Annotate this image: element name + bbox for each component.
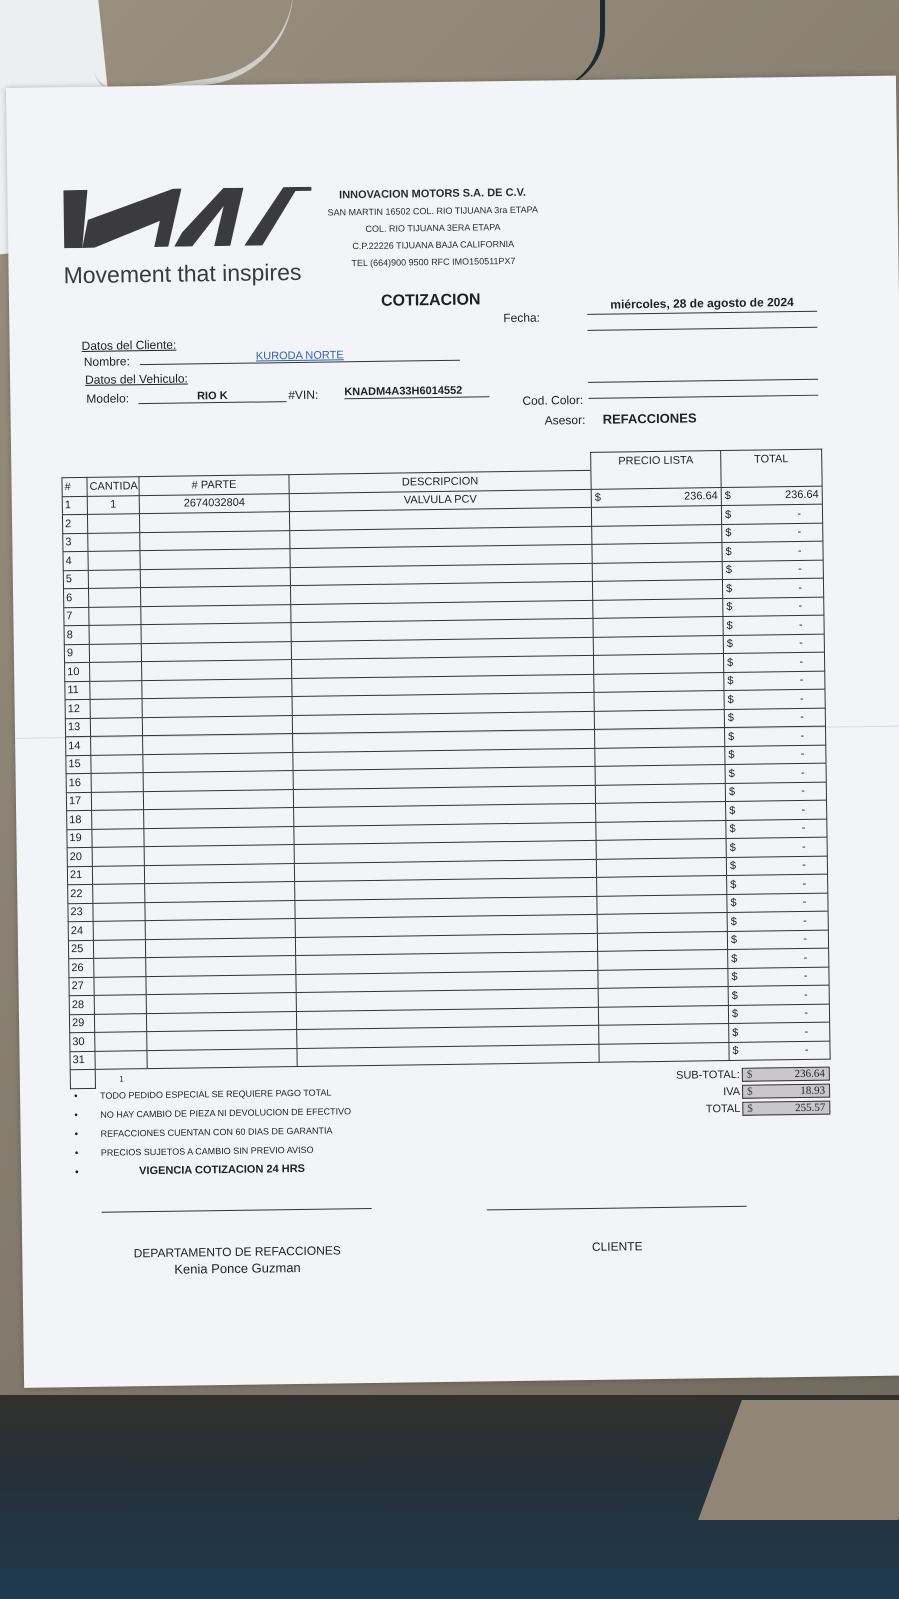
row-total-value: - bbox=[799, 655, 804, 668]
row-total-value: - bbox=[801, 785, 805, 798]
row-parte bbox=[146, 956, 296, 977]
row-total bbox=[727, 893, 828, 913]
currency-symbol: $ bbox=[725, 545, 732, 558]
currency-symbol: $ bbox=[728, 730, 735, 743]
row-cantidad bbox=[92, 828, 144, 847]
row-cantidad bbox=[91, 773, 143, 792]
row-number: 7 bbox=[64, 607, 89, 626]
row-parte bbox=[145, 919, 295, 940]
currency-symbol: $ bbox=[724, 490, 731, 503]
color-line-top bbox=[588, 379, 818, 383]
asesor-value: REFACCIONES bbox=[602, 410, 697, 427]
currency-symbol: $ bbox=[725, 527, 732, 540]
row-parte bbox=[142, 678, 292, 699]
row-number: 5 bbox=[63, 570, 88, 589]
dept-person: Kenia Ponce Guzman bbox=[174, 1260, 301, 1277]
row-number: 18 bbox=[67, 810, 92, 829]
row-precio bbox=[593, 598, 723, 618]
nombre-label: Nombre: bbox=[83, 354, 130, 369]
currency-symbol: $ bbox=[731, 989, 738, 1002]
row-total-value: - bbox=[803, 970, 808, 983]
row-total bbox=[723, 597, 824, 617]
row-total bbox=[726, 819, 827, 839]
row-number: 2 bbox=[62, 514, 87, 533]
row-precio bbox=[592, 543, 722, 563]
fecha-value: miércoles, 28 de agosto de 2024 bbox=[587, 295, 817, 315]
row-parte bbox=[140, 567, 290, 588]
row-precio bbox=[598, 1005, 728, 1025]
row-number: 28 bbox=[69, 995, 94, 1014]
row-number: 6 bbox=[63, 588, 88, 607]
currency-symbol: $ bbox=[727, 712, 735, 725]
row-parte bbox=[145, 882, 295, 903]
row-precio bbox=[597, 913, 727, 933]
row-total bbox=[721, 504, 822, 524]
row-precio bbox=[599, 1024, 729, 1044]
row-precio bbox=[597, 894, 727, 914]
quote-paper bbox=[6, 76, 899, 1388]
row-total bbox=[727, 930, 828, 950]
client-section-label: Datos del Cliente: bbox=[81, 337, 177, 353]
row-cantidad bbox=[89, 625, 141, 644]
row-cantidad bbox=[88, 569, 140, 588]
document-title: COTIZACION bbox=[380, 291, 481, 310]
signature-client: CLIENTE bbox=[591, 1239, 643, 1254]
row-parte bbox=[140, 530, 290, 551]
row-total bbox=[723, 634, 824, 654]
company-address-1: SAN MARTIN 16502 COL. RIO TIJUANA 3ra ETAPA bbox=[327, 204, 539, 218]
currency-symbol: $ bbox=[732, 1045, 739, 1058]
row-total bbox=[722, 523, 823, 543]
row-total-value: - bbox=[797, 507, 802, 520]
row-cantidad bbox=[94, 1013, 146, 1032]
row-precio bbox=[593, 654, 723, 674]
row-number: 8 bbox=[64, 625, 89, 644]
row-number: 14 bbox=[66, 736, 91, 755]
row-total-value: - bbox=[802, 896, 807, 909]
row-precio bbox=[598, 987, 728, 1007]
row-number: 22 bbox=[68, 884, 93, 903]
row-cantidad bbox=[94, 995, 146, 1014]
footer-empty-cell bbox=[70, 1069, 95, 1088]
row-parte bbox=[144, 845, 294, 866]
note-item-vigencia: • VIGENCIA COTIZACION 24 HRS bbox=[75, 1159, 352, 1182]
row-cantidad bbox=[87, 514, 139, 533]
row-total-value: - bbox=[801, 840, 806, 853]
row-parte bbox=[146, 974, 296, 995]
vehicle-vin: KNADM4A33H6014552 bbox=[344, 384, 489, 399]
row-total bbox=[728, 985, 829, 1005]
row-total bbox=[724, 726, 825, 746]
row-number: 10 bbox=[65, 662, 90, 681]
row-total bbox=[726, 800, 827, 820]
header-descripcion: DESCRIPCION bbox=[289, 470, 591, 493]
row-parte bbox=[141, 604, 291, 625]
signature-dept bbox=[102, 1243, 372, 1278]
row-cantidad bbox=[90, 662, 142, 681]
row-total-value: - bbox=[803, 951, 808, 964]
currency-symbol: $ bbox=[730, 915, 737, 928]
total-value: 255.57 bbox=[794, 1101, 826, 1114]
row-cantidad bbox=[92, 847, 144, 866]
row-precio bbox=[598, 950, 728, 970]
asesor-label: Asesor: bbox=[544, 412, 586, 428]
iva-currency: $ bbox=[746, 1085, 753, 1098]
row-precio bbox=[592, 580, 722, 600]
currency-symbol: $ bbox=[731, 952, 738, 965]
row-number: 23 bbox=[68, 903, 93, 922]
row-precio bbox=[596, 820, 726, 840]
row-cantidad bbox=[92, 865, 144, 884]
row-parte bbox=[141, 623, 291, 644]
brand-slogan: Movement that inspires bbox=[63, 258, 302, 289]
currency-symbol: $ bbox=[594, 491, 601, 505]
row-cantidad bbox=[90, 680, 142, 699]
iva-value: 18.93 bbox=[800, 1084, 826, 1097]
note-item: • TODO PEDIDO ESPECIAL SE REQUIERE PAGO TOTAL bbox=[74, 1083, 351, 1106]
row-total bbox=[729, 1022, 830, 1042]
row-total bbox=[724, 689, 825, 709]
row-total bbox=[722, 578, 823, 598]
footer-count: 1 bbox=[119, 1073, 124, 1084]
note-item: • PRECIOS SUJETOS A CAMBIO SIN PREVIO AVISO bbox=[75, 1140, 352, 1163]
row-total bbox=[727, 874, 828, 894]
vin-label: #VIN: bbox=[288, 387, 319, 403]
row-precio bbox=[591, 487, 721, 507]
company-address-2: COL. RIO TIJUANA 3ERA ETAPA bbox=[365, 222, 501, 234]
row-precio bbox=[597, 876, 727, 896]
row-total-value: - bbox=[797, 544, 802, 557]
row-total-value: - bbox=[799, 692, 804, 705]
row-cantidad bbox=[88, 551, 140, 570]
subtotal-currency: $ bbox=[746, 1068, 753, 1081]
row-parte bbox=[146, 993, 296, 1014]
row-precio bbox=[597, 931, 727, 951]
currency-symbol: $ bbox=[725, 564, 733, 577]
header-parte: # PARTE bbox=[139, 475, 289, 496]
row-number: 16 bbox=[66, 773, 91, 792]
row-total bbox=[721, 486, 822, 506]
fecha-label: Fecha: bbox=[503, 310, 541, 326]
row-total-value: - bbox=[798, 600, 803, 613]
row-cantidad bbox=[89, 643, 141, 662]
items-table bbox=[61, 449, 831, 1089]
row-precio bbox=[592, 524, 722, 544]
row-total bbox=[728, 967, 829, 987]
notes-list bbox=[74, 1083, 352, 1182]
row-parte bbox=[144, 863, 294, 884]
row-precio bbox=[592, 561, 722, 581]
row-number: 30 bbox=[70, 1032, 95, 1051]
row-parte bbox=[147, 1030, 297, 1051]
row-total-value: - bbox=[804, 1025, 809, 1038]
row-cantidad bbox=[93, 884, 145, 903]
row-precio bbox=[593, 617, 723, 637]
row-cantidad bbox=[89, 606, 141, 625]
row-total-value: - bbox=[802, 914, 807, 927]
signature-line-dept bbox=[102, 1208, 372, 1213]
row-number: 29 bbox=[69, 1014, 94, 1033]
row-total bbox=[725, 763, 826, 783]
row-number: 19 bbox=[67, 829, 92, 848]
row-parte bbox=[144, 826, 294, 847]
color-line bbox=[588, 395, 818, 399]
vehicle-section-label: Datos del Vehiculo: bbox=[84, 371, 188, 387]
totals-block bbox=[580, 1065, 831, 1119]
row-precio-value: 236.64 bbox=[684, 490, 718, 503]
currency-symbol: $ bbox=[727, 675, 734, 688]
note-item: • REFACCIONES CUENTAN CON 60 DIAS DE GARANTIA bbox=[74, 1121, 351, 1144]
row-precio bbox=[591, 506, 721, 526]
row-cantidad bbox=[93, 902, 145, 921]
row-number: 15 bbox=[66, 755, 91, 774]
row-parte bbox=[143, 752, 293, 773]
row-cantidad bbox=[88, 588, 140, 607]
row-total-value: - bbox=[798, 581, 803, 594]
row-parte bbox=[140, 586, 290, 607]
currency-symbol: $ bbox=[727, 693, 734, 706]
currency-symbol: $ bbox=[730, 897, 737, 910]
row-number: 20 bbox=[67, 847, 92, 866]
row-cantidad bbox=[94, 958, 146, 977]
dept-name: DEPARTAMENTO DE REFACCIONES bbox=[133, 1243, 341, 1261]
vehicle-model: RIO K bbox=[138, 389, 286, 404]
currency-symbol: $ bbox=[726, 619, 733, 632]
row-parte bbox=[145, 937, 295, 958]
currency-symbol: $ bbox=[727, 656, 734, 669]
row-precio bbox=[595, 746, 725, 766]
row-total-value: - bbox=[799, 674, 804, 687]
row-total-value: - bbox=[803, 933, 808, 946]
currency-symbol: $ bbox=[730, 934, 738, 947]
row-parte bbox=[147, 1048, 297, 1069]
row-total-value: - bbox=[803, 988, 808, 1001]
row-cantidad bbox=[95, 1050, 147, 1069]
currency-symbol: $ bbox=[729, 823, 736, 836]
row-cantidad bbox=[88, 532, 140, 551]
subtotal-label: SUB-TOTAL: bbox=[675, 1068, 740, 1082]
row-number: 13 bbox=[65, 718, 90, 737]
row-total-value: - bbox=[800, 748, 805, 761]
row-parte bbox=[140, 549, 290, 570]
row-total-value: - bbox=[798, 563, 802, 576]
client-name: KURODA NORTE bbox=[140, 348, 460, 365]
row-total bbox=[723, 652, 824, 672]
row-cantidad bbox=[90, 717, 142, 736]
row-total-value: - bbox=[800, 729, 805, 742]
row-total bbox=[724, 708, 825, 728]
row-number: 24 bbox=[68, 921, 93, 940]
row-parte bbox=[139, 512, 289, 533]
row-parte bbox=[142, 660, 292, 681]
currency-symbol: $ bbox=[731, 971, 738, 984]
row-cantidad bbox=[94, 976, 146, 995]
row-total bbox=[725, 745, 826, 765]
row-number: 17 bbox=[66, 792, 91, 811]
row-number: 31 bbox=[70, 1051, 95, 1070]
row-precio bbox=[593, 635, 723, 655]
row-total-value: - bbox=[799, 637, 803, 650]
subtotal-value: 236.64 bbox=[794, 1067, 825, 1080]
row-parte bbox=[142, 715, 292, 736]
total-row bbox=[580, 1099, 830, 1119]
row-parte bbox=[145, 900, 295, 921]
row-parte bbox=[143, 771, 293, 792]
row-precio bbox=[594, 672, 724, 692]
modelo-label: Modelo: bbox=[86, 391, 130, 406]
row-parte bbox=[142, 697, 292, 718]
row-parte bbox=[146, 1011, 296, 1032]
row-total-value: - bbox=[802, 877, 807, 890]
row-total bbox=[724, 671, 825, 691]
row-total bbox=[729, 1041, 830, 1061]
currency-symbol: $ bbox=[728, 767, 735, 780]
row-cantidad bbox=[91, 736, 143, 755]
row-descripcion: VALVULA PCV bbox=[289, 489, 591, 512]
row-number: 21 bbox=[67, 866, 92, 885]
currency-symbol: $ bbox=[729, 841, 736, 854]
row-total-value: - bbox=[798, 618, 803, 631]
row-total-value: - bbox=[801, 822, 806, 835]
company-phone-rfc: TEL (664)900 9500 RFC IMO150511PX7 bbox=[351, 255, 516, 269]
row-total bbox=[722, 541, 823, 561]
row-total-value: - bbox=[802, 859, 807, 872]
row-total bbox=[726, 837, 827, 857]
row-number: 12 bbox=[65, 699, 90, 718]
row-number: 3 bbox=[63, 533, 88, 552]
row-parte bbox=[141, 641, 291, 662]
note-item: • NO HAY CAMBIO DE PIEZA NI DEVOLUCION DE EFECTIVO bbox=[74, 1102, 351, 1125]
header-cantidad: CANTIDA bbox=[87, 477, 139, 496]
row-precio bbox=[596, 802, 726, 822]
row-number: 25 bbox=[68, 940, 93, 959]
row-cantidad bbox=[93, 921, 145, 940]
row-total-value: 236.64 bbox=[785, 488, 819, 502]
row-total bbox=[727, 911, 828, 931]
header-num: # bbox=[62, 477, 87, 496]
currency-symbol: $ bbox=[729, 804, 736, 817]
currency-symbol: $ bbox=[728, 749, 735, 762]
row-total bbox=[728, 948, 829, 968]
row-cantidad bbox=[92, 810, 144, 829]
currency-symbol: $ bbox=[726, 601, 733, 614]
row-cantidad bbox=[93, 939, 145, 958]
row-total bbox=[725, 782, 826, 802]
total-label: TOTAL bbox=[705, 1102, 741, 1115]
row-cantidad bbox=[91, 791, 143, 810]
row-precio bbox=[596, 839, 726, 859]
row-parte: 2674032804 bbox=[139, 493, 289, 514]
row-total bbox=[723, 615, 824, 635]
kia-logo bbox=[63, 187, 312, 248]
color-label: Cod. Color: bbox=[522, 392, 584, 408]
row-parte bbox=[144, 808, 294, 829]
row-parte bbox=[143, 789, 293, 810]
row-precio bbox=[596, 857, 726, 877]
row-number: 27 bbox=[69, 977, 94, 996]
row-number: 4 bbox=[63, 551, 88, 570]
row-number: 9 bbox=[64, 644, 89, 663]
row-number: 26 bbox=[69, 958, 94, 977]
fecha-line bbox=[587, 327, 817, 331]
row-cantidad bbox=[90, 699, 142, 718]
row-precio bbox=[599, 1042, 729, 1062]
currency-symbol: $ bbox=[729, 860, 737, 873]
header-precio: PRECIO LISTA bbox=[591, 451, 721, 471]
total-currency: $ bbox=[747, 1102, 753, 1115]
company-name: INNOVACION MOTORS S.A. DE C.V. bbox=[339, 186, 527, 202]
currency-symbol: $ bbox=[728, 786, 736, 799]
row-total bbox=[728, 1004, 829, 1024]
row-precio bbox=[598, 968, 728, 988]
row-total-value: - bbox=[801, 803, 806, 816]
currency-symbol: $ bbox=[730, 878, 737, 891]
row-precio bbox=[594, 691, 724, 711]
row-cantidad: 1 bbox=[87, 495, 139, 514]
currency-symbol: $ bbox=[725, 582, 733, 595]
row-total bbox=[722, 560, 823, 580]
currency-symbol: $ bbox=[724, 508, 732, 521]
row-precio bbox=[594, 709, 724, 729]
row-precio bbox=[595, 783, 725, 803]
currency-symbol: $ bbox=[726, 638, 734, 651]
company-address-3: C.P.22226 TIJUANA BAJA CALIFORNIA bbox=[352, 238, 515, 252]
row-number: 1 bbox=[62, 496, 87, 515]
row-total-value: - bbox=[804, 1007, 809, 1020]
currency-symbol: $ bbox=[732, 1026, 739, 1039]
row-total bbox=[726, 856, 827, 876]
row-cantidad bbox=[95, 1032, 147, 1051]
row-total-value: - bbox=[797, 526, 802, 539]
row-number: 11 bbox=[65, 681, 90, 700]
currency-symbol: $ bbox=[731, 1008, 739, 1021]
row-cantidad bbox=[91, 754, 143, 773]
company-info bbox=[317, 184, 548, 272]
header-total: TOTAL bbox=[721, 449, 822, 468]
iva-label: IVA bbox=[723, 1085, 741, 1098]
row-precio bbox=[595, 765, 725, 785]
row-precio bbox=[595, 728, 725, 748]
row-total-value: - bbox=[804, 1044, 809, 1057]
signature-line-client bbox=[487, 1206, 747, 1211]
row-total-value: - bbox=[800, 766, 805, 779]
row-total-value: - bbox=[800, 711, 804, 724]
row-parte bbox=[143, 734, 293, 755]
